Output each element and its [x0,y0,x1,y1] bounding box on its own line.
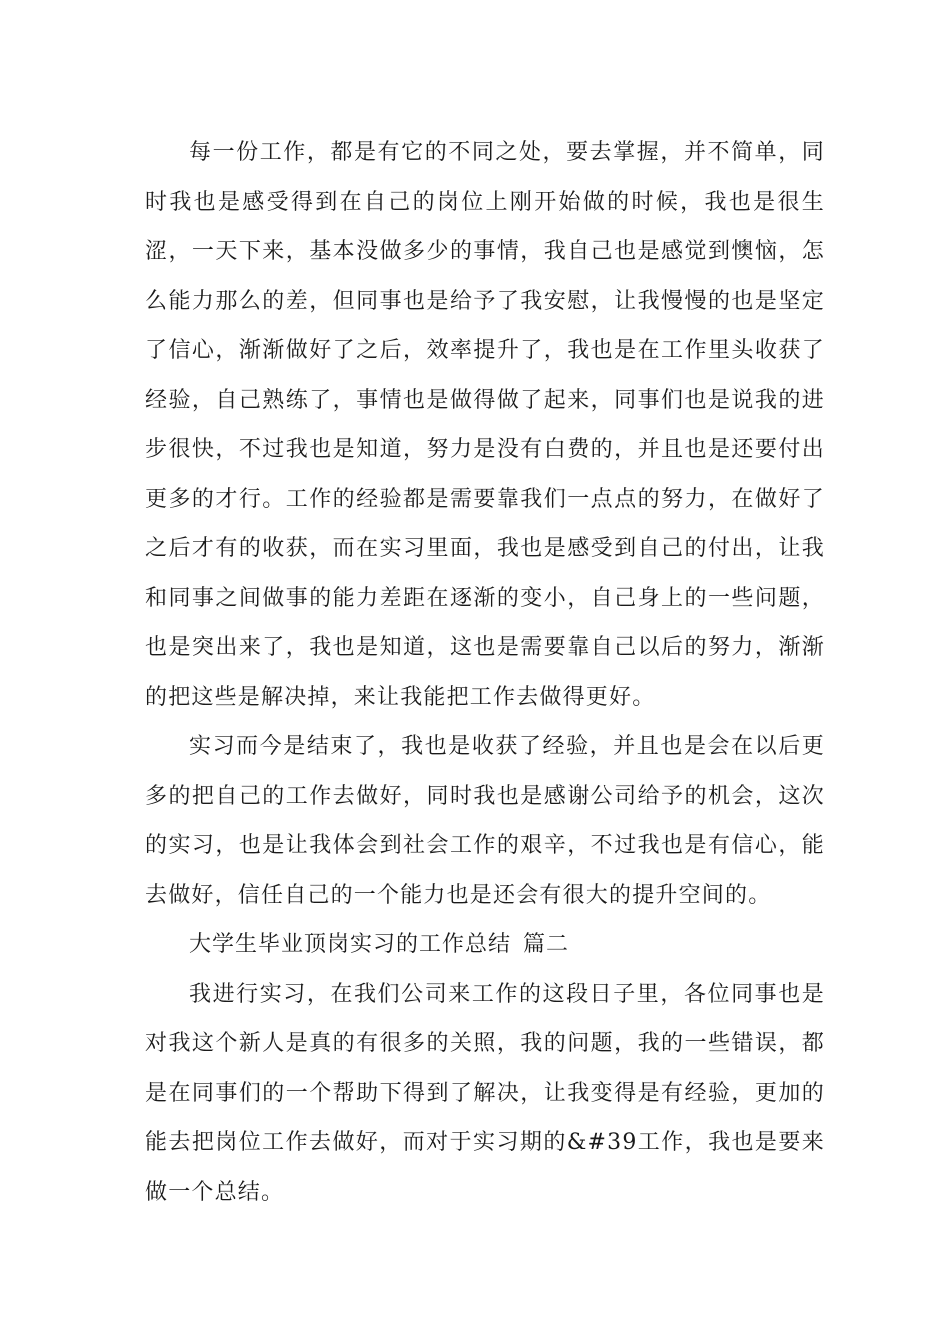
paragraph-1: 每一份工作，都是有它的不同之处，要去掌握，并不简单，同时我也是感受得到在自己的岗位上刚开始做的时候，我也是很生涩，一天下来，基本没做多少的事情，我自己也是感觉到懊恼，怎么能力那么的差，但同事也是给予了我安慰，让我慢慢的也是坚定了信心，渐渐做好了之后，效率提升了，我也是在工作里头收获了经验，自己熟练了，事情也是做得做了起来，同事们也是说我的进步很快，不过我也是知道，努力是没有白费的，并且也是还要付出更多的才行。工作的经验都是需要靠我们一点点的努力，在做好了之后才有的收获，而在实习里面，我也是感受到自己的付出，让我和同事之间做事的能力差距在逐渐的变小，自己身上的一些问题，也是突出来了，我也是知道，这也是需要靠自己以后的努力，渐渐的把这些是解决掉，来让我能把工作去做得更好。 [145,140,825,710]
section-heading-part: 篇二 [523,932,570,957]
section-heading-title: 大学生毕业顶岗实习的工作总结 [189,932,512,957]
paragraph-3: 我进行实习，在我们公司来工作的这段日子里，各位同事也是对我这个新人是真的有很多的关照，我的问题，我的一些错误，都是在同事们的一个帮助下得到了解决，让我变得是有经验，更加的能去把岗位工作去做好，而对于实习期的&#39工作，我也是要来做一个总结。 [145,981,825,1205]
paragraph-2: 实习而今是结束了，我也是收获了经验，并且也是会在以后更多的把自己的工作去做好，同时我也是感谢公司给予的机会，这次的实习，也是让我体会到社会工作的艰辛，不过我也是有信心，能去做好，信任自己的一个能力也是还会有很大的提升空间的。 [145,734,825,908]
document-body [145,128,825,1217]
section-heading [145,920,825,970]
